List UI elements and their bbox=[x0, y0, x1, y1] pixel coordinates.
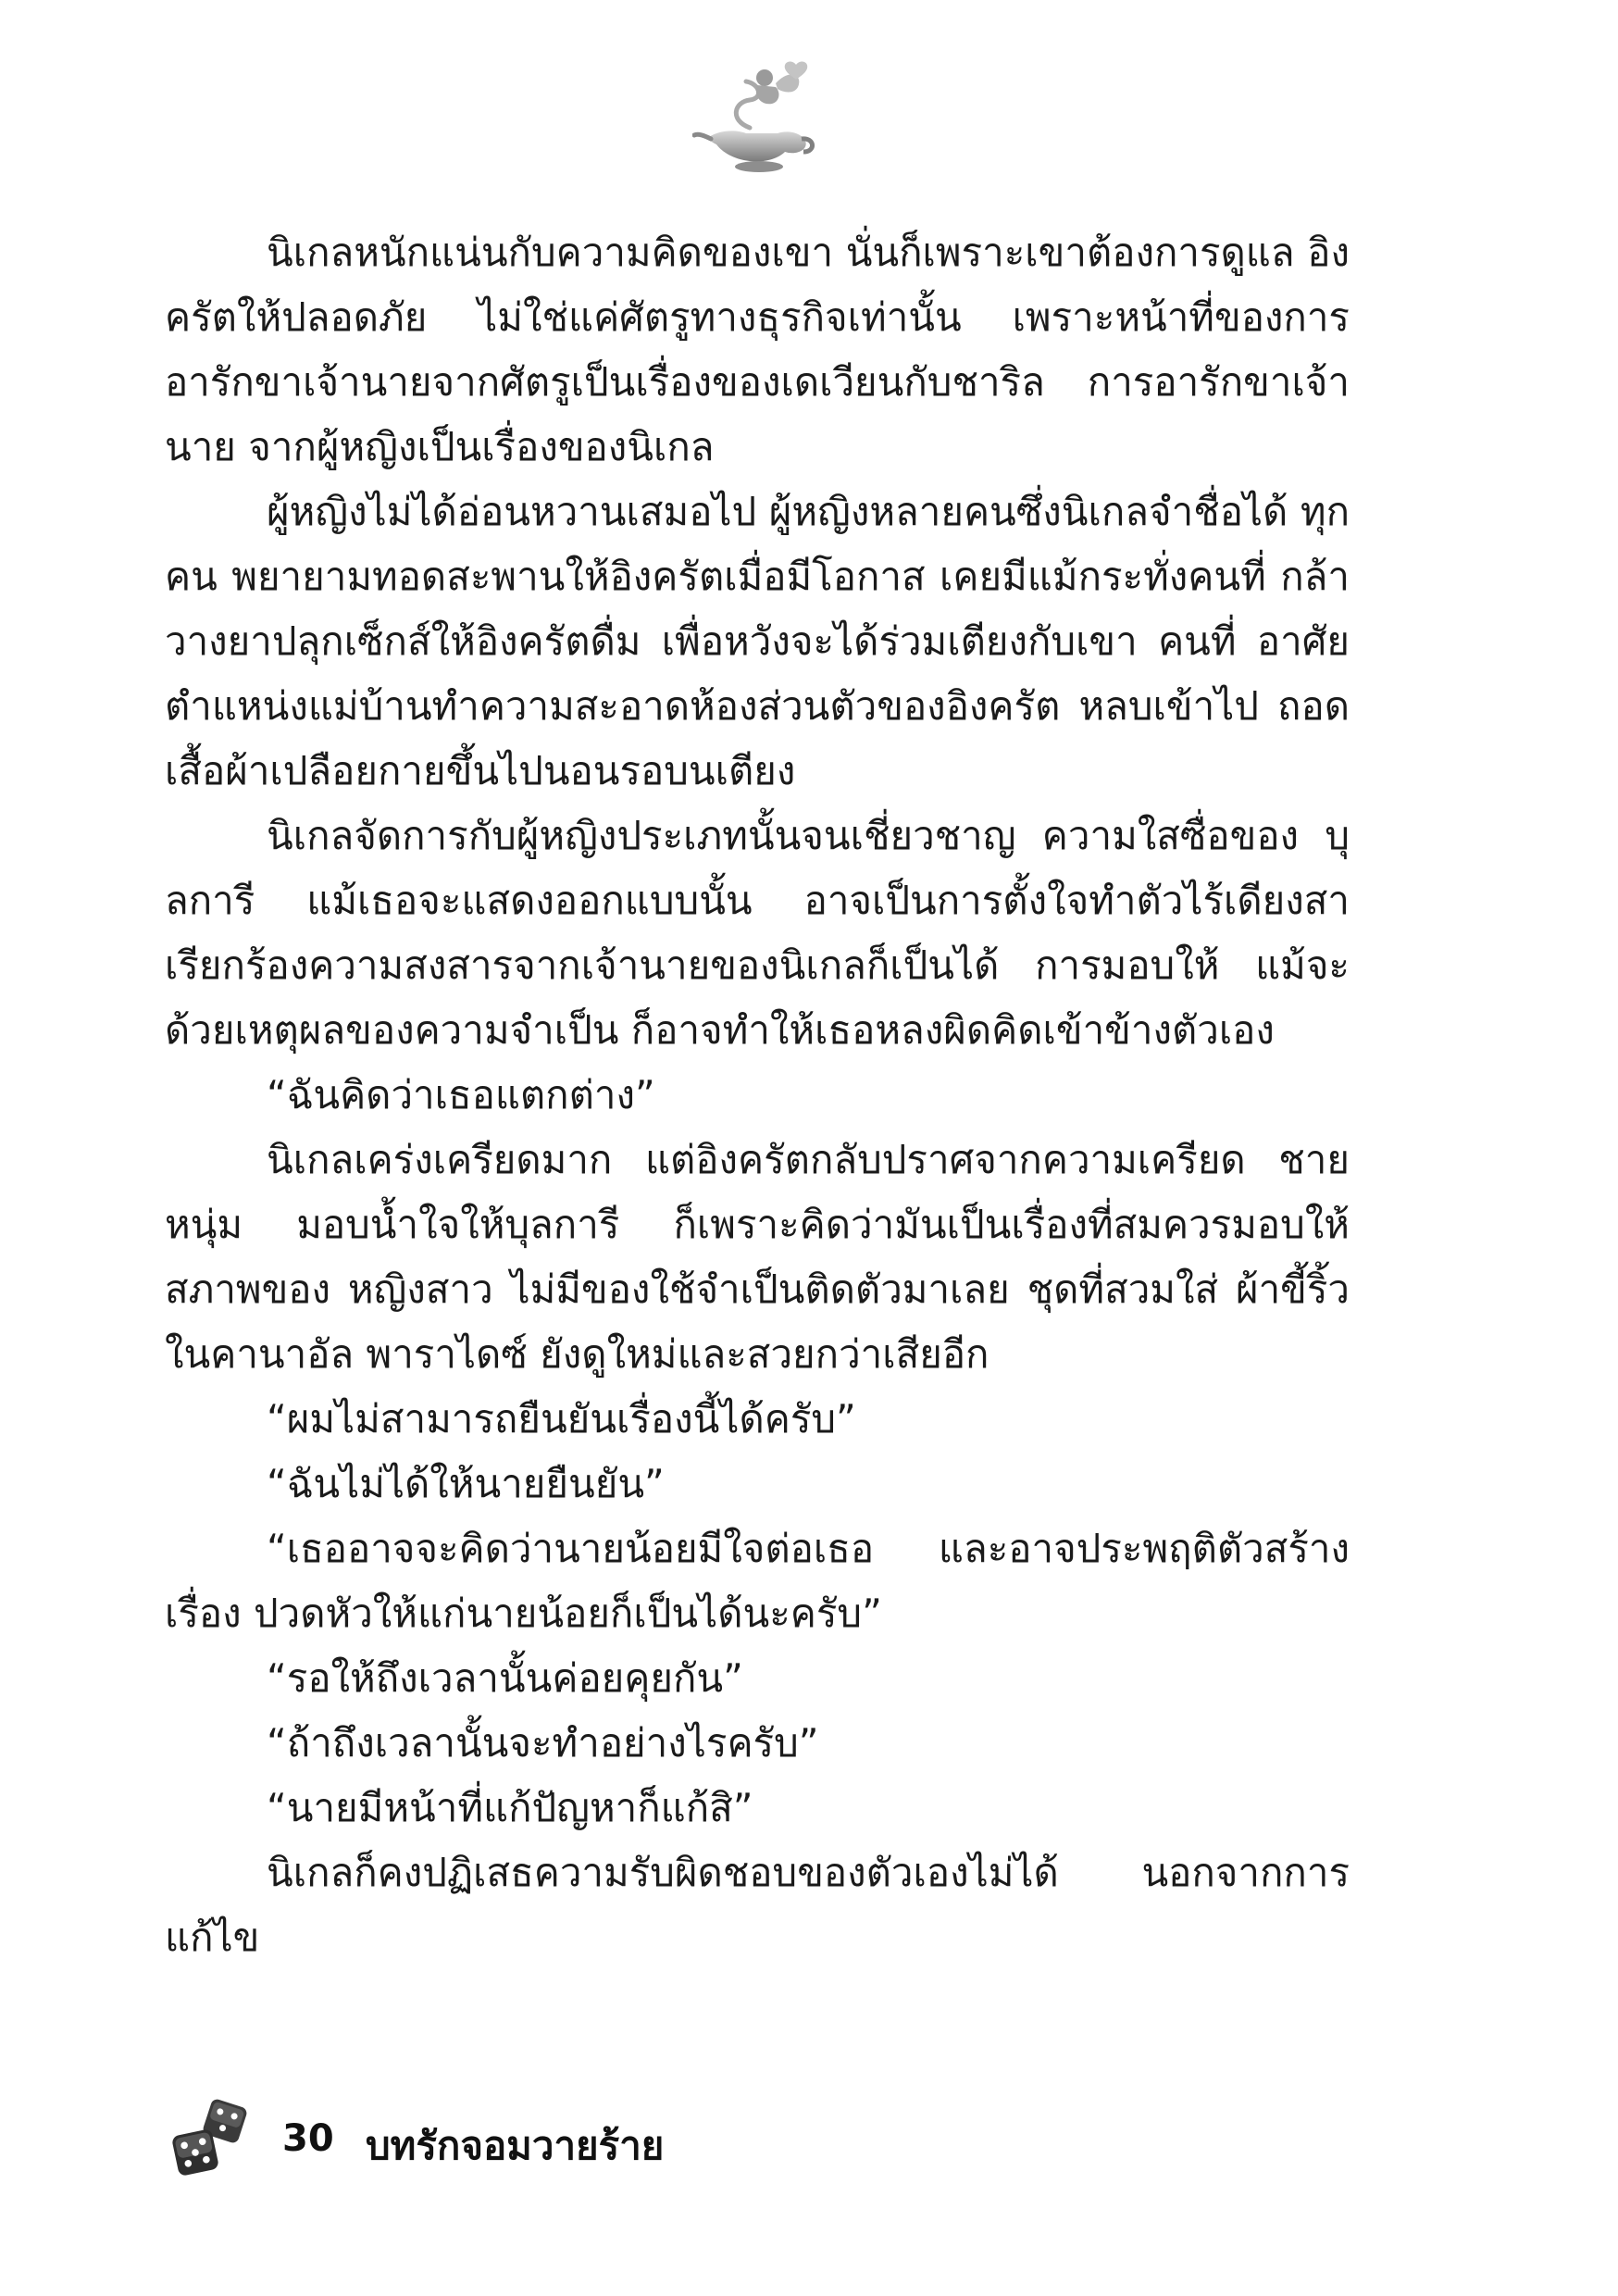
dialogue-line: “ผมไม่สามารถยืนยันเรื่องนี้ได้ครับ” bbox=[267, 1396, 856, 1441]
page-number: 30 bbox=[282, 2117, 334, 2160]
dice-icon bbox=[171, 2097, 255, 2180]
paragraph: นิเกลจัดการกับผู้หญิงประเภทนั้นจนเชี่ยวชาญ ความใสซื่อของ บุลการี แม้เธอจะแสดงออกแบบนั้น อาจเป็นการตั้งใจทำตัวไร้เดียงสา เรียกร้องความสงสารจากเจ้านายของนิเกลก็เป็นได้ การมอบให้ แม้จะ ด้วยเหตุผลของความจำเป็น ก็อาจทำให้เธอหลงผิดคิดเข้าข้างตัวเอง bbox=[165, 813, 1350, 1053]
dialogue-line: “ฉันคิดว่าเธอแตกต่าง” bbox=[267, 1072, 655, 1117]
dialogue-line: “ฉันไม่ได้ให้นายยืนยัน” bbox=[267, 1461, 665, 1506]
paragraph: ผู้หญิงไม่ได้อ่อนหวานเสมอไป ผู้หญิงหลายคนซึ่งนิเกลจำชื่อได้ ทุกคน พยายามทอดสะพานให้อิงครัตเมื่อมีโอกาส เคยมีแม้กระทั่งคนที่ กล้าวางยาปลุกเซ็กส์ให้อิงครัตดื่ม เพื่อหวังจะได้ร่วมเตียงกับเขา คนที่ อาศัยตำแหน่งแม่บ้านทำความสะอาดห้องส่วนตัวของอิงครัต หลบเข้าไป ถอดเสื้อผ้าเปลือยกายขึ้นไปนอนรอบนเตียง bbox=[165, 489, 1350, 793]
book-title: บทรักจอมวายร้าย bbox=[366, 2123, 665, 2168]
dialogue-line: “นายมีหน้าที่แก้ปัญหาก็แก้สิ” bbox=[267, 1785, 753, 1830]
paragraph: นิเกลเคร่งเครียดมาก แต่อิงครัตกลับปราศจากความเครียด ชายหนุ่ม มอบน้ำใจให้บุลการี ก็เพราะคิดว่ามันเป็นเรื่องที่สมควรมอบให้ สภาพของ หญิงสาว ไม่มีของใช้จำเป็นติดตัวมาเลย ชุดที่สวมใส่ ผ้าขี้ริ้วในคานาอัล พาราไดซ์ ยังดูใหม่และสวยกว่าเสียอีก bbox=[165, 1137, 1350, 1377]
dialogue-line: “ถ้าถึงเวลานั้นจะทำอย่างไรครับ” bbox=[267, 1720, 819, 1766]
genie-lamp-icon bbox=[692, 56, 822, 176]
dialogue-line: “เธออาจจะคิดว่านายน้อยมีใจต่อเธอ และอาจประพฤติตัวสร้างเรื่อง ปวดหัวให้แก่นายน้อยก็เป็นได้นะครับ” bbox=[165, 1526, 1350, 1636]
dialogue-line: “รอให้ถึงเวลานั้นค่อยคุยกัน” bbox=[267, 1655, 743, 1701]
paragraph: นิเกลหนักแน่นกับความคิดของเขา นั่นก็เพราะเขาต้องการดูแล อิงครัตให้ปลอดภัย ไม่ใช่แค่ศัตรูทางธุรกิจเท่านั้น เพราะหน้าที่ของการ อารักขาเจ้านายจากศัตรูเป็นเรื่องของเดเวียนกับชาริล การอารักขาเจ้านาย จากผู้หญิงเป็นเรื่องของนิเกล bbox=[165, 230, 1350, 469]
page-footer bbox=[171, 2097, 1004, 2180]
paragraph: นิเกลก็คงปฏิเสธความรับผิดชอบของตัวเองไม่ได้ นอกจากการแก้ไข bbox=[165, 1850, 1350, 1960]
body-text bbox=[165, 220, 1350, 1970]
